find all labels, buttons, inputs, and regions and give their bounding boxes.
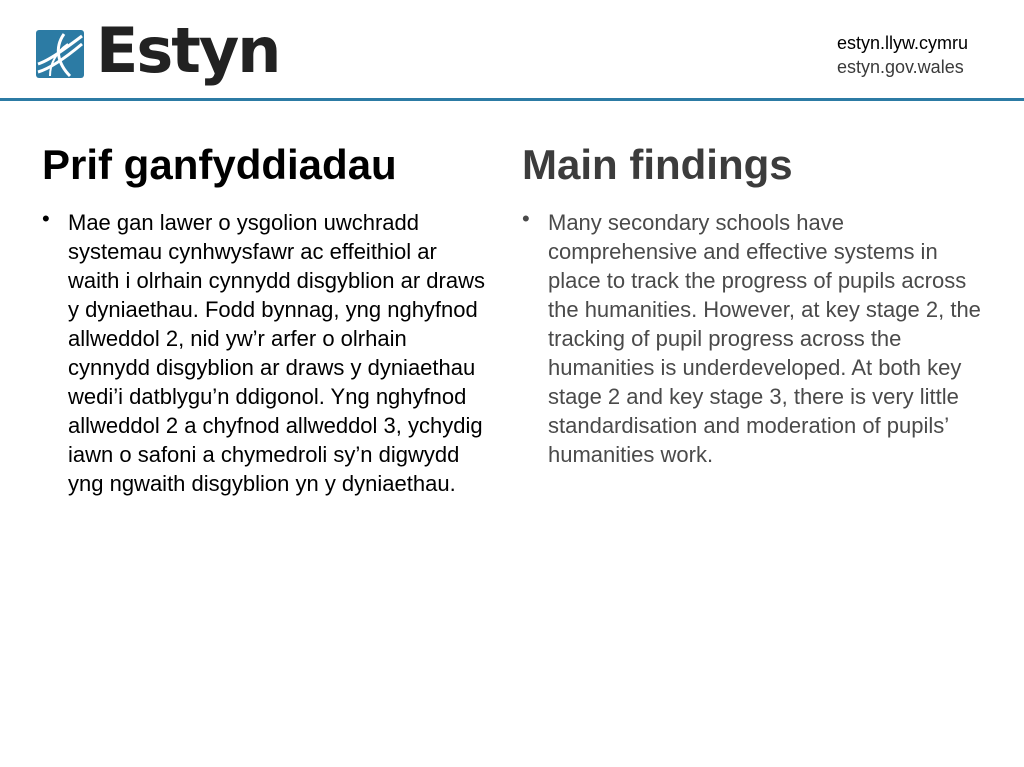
estyn-logo-icon (36, 30, 84, 78)
english-bullet-text: Many secondary schools have comprehensive and effective systems in place to track the progress of pupils across the humanities. However, at key stage 2, the tracking of pupil progress across the humanities is underdeveloped. At both key stage 2 and key stage 3, there is very little standardisation and moderation of pupils’ humanities work. (548, 210, 981, 467)
page-header (0, 0, 1024, 100)
bullet-icon: • (42, 206, 50, 231)
english-bullet-item (522, 208, 992, 469)
header-divider (0, 98, 1024, 101)
estyn-logo (36, 14, 280, 88)
welsh-bullet-item (42, 208, 492, 498)
url-welsh[interactable]: estyn.llyw.cymru (836, 33, 968, 53)
website-urls (837, 31, 968, 79)
welsh-column (42, 140, 492, 498)
welsh-title: Prif ganfyddiadau (42, 141, 397, 188)
english-title: Main findings (522, 141, 793, 188)
bullet-icon: • (522, 206, 530, 231)
url-english[interactable]: estyn.gov.wales (836, 57, 964, 77)
welsh-bullet-text: Mae gan lawer o ysgolion uwchradd systemau cynhwysfawr ac effeithiol ar waith i olrhain cynnydd disgyblion ar draws y dyniaethau. Fodd bynnag, yng nghyfnod allweddol 2, nid yw’r arfer o olrhain cynnydd disgyblion ar draws y dyniaethau wedi’i datblygu’n ddigonol. Yng nghyfnod allweddol 2 a chyfnod allweddol 3, ychydig iawn o safoni a chymedroli sy’n digwydd yng ngwaith disgyblion yn y dyniaethau. (68, 210, 485, 496)
english-column (522, 140, 992, 469)
english-bullet-list (522, 208, 992, 469)
welsh-bullet-list (42, 208, 492, 498)
logo-wordmark: Estyn (96, 14, 280, 87)
